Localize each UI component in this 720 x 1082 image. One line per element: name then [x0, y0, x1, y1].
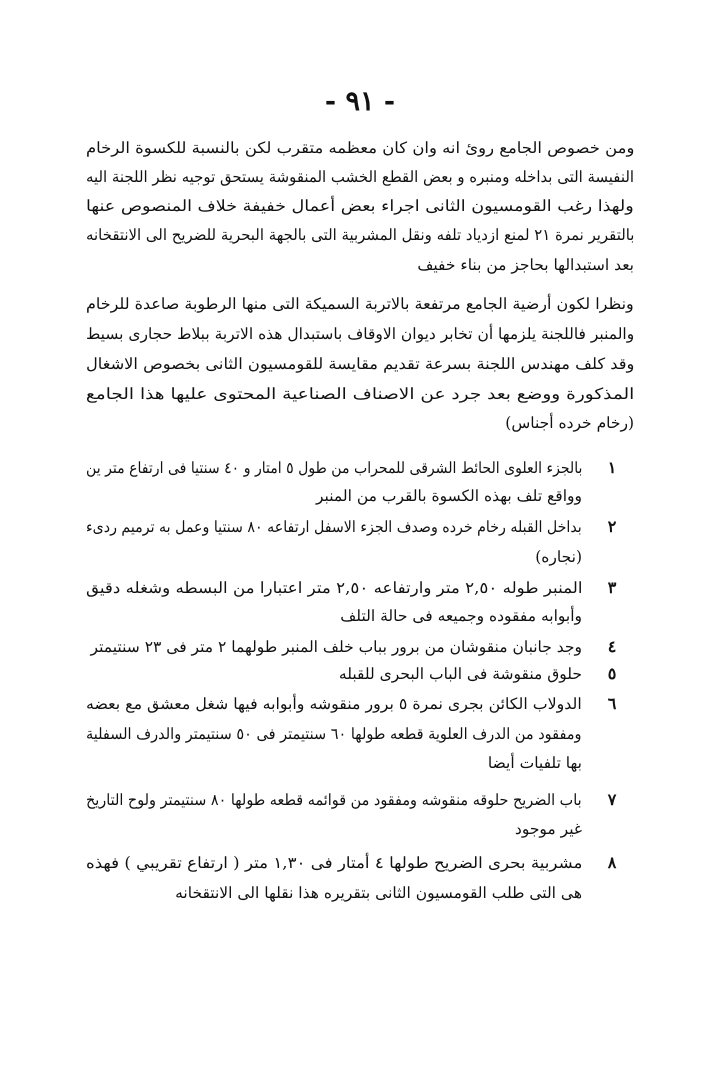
- paragraph-1-line: النفيسة التى بداخله ومنبره و بعض القطع الخشب المنقوشة يستحق توجيه نظر اللجنة اليه: [85, 168, 634, 186]
- item-3-line: وأبوابه مفقوده وجميعه فى حالة التلف: [340, 607, 582, 625]
- item-6-number: ٦: [607, 694, 617, 713]
- item-7-number: ٧: [607, 790, 617, 809]
- item-8-line: هى التى طلب القومسيون الثانى بتقريره هذا نقلها الى الانتقخانه: [175, 884, 582, 902]
- item-2-line: بداخل القبله رخام خرده وصدف الجزء الاسفل ارتفاعه ٨٠ سنتيا وعمل به ترميم ردىء: [86, 518, 582, 536]
- page-number: - ٩١ -: [324, 86, 396, 117]
- item-5-line: حلوق منقوشة فى الباب البحرى للقبله: [338, 665, 582, 683]
- item-4-line: وجد جانبان منقوشان من برور بباب خلف المنبر طولهما ٢ متر فى ٢٣ سنتيمتر: [90, 638, 582, 656]
- item-7-line: غير موجود: [514, 820, 582, 838]
- item-1-line: بالجزء العلوى الحائط الشرقى للمحراب من طول ٥ امتار و ٤٠ سنتيا فى ارتفاع متر ين: [85, 459, 582, 477]
- item-3-number: ٣: [607, 578, 617, 597]
- item-4-number: ٤: [607, 637, 617, 656]
- item-8-line: مشربية بحرى الضريح طولها ٤ أمتار فى ١,٣٠ متر ( ارتفاع تقريبي ) فهذه: [85, 854, 582, 872]
- paragraph-1-line: ومن خصوص الجامع روئ انه وان كان معظمه متقرب لكن بالنسبة للكسوة الرخام: [85, 139, 634, 157]
- paragraph-2-line: المذكورة ووضع بعد جرد عن الاصناف الصناعية المحتوى عليها هذا الجامع: [85, 385, 634, 403]
- item-6-line: ومفقود من الدرف العلوية قطعه طولها ٦٠ سنتيمتر فى ٥٠ سنتيمتر والدرف السفلية: [86, 725, 582, 743]
- item-7-line: باب الضريح حلوقه منقوشه ومفقود من قوائمه قطعه طولها ٨٠ سنتيمتر ولوح التاريخ: [86, 791, 582, 809]
- item-2-line: (نجاره): [535, 548, 582, 566]
- item-2-number: ٢: [607, 517, 617, 536]
- item-5-number: ٥: [607, 664, 617, 683]
- item-1-line: وواقع تلف بهذه الكسوة بالقرب من المنبر: [316, 487, 582, 505]
- paragraph-2-line: ونظرا لكون أرضية الجامع مرتفعة بالاتربة السميكة التى منها الرطوبة صاعدة للرخام: [86, 295, 634, 313]
- paragraph-2-line: (رخام خرده أجناس): [505, 414, 634, 432]
- item-6-line: الدولاب الكائن بجرى نمرة ٥ برور منقوشه وأبوابه فيها شغل معشق مع بعضه: [86, 695, 582, 713]
- paragraph-1-line: ولهذا رغب القومسيون الثانى اجراء بعض أعمال خفيفة خلاف المنصوص عنها: [86, 197, 634, 215]
- item-1-number: ١: [607, 458, 617, 477]
- item-3-line: المنبر طوله ٢,٥٠ متر وارتفاعه ٢,٥٠ متر اعتبارا من البسطه وشغله دقيق: [85, 579, 582, 597]
- paragraph-2-line: والمنبر فاللجنة يلزمها أن تخابر ديوان الاوقاف باستبدال هذه الاتربة ببلاط حجارى بسيط: [85, 325, 634, 343]
- item-6-line: بها تلفيات أيضا: [487, 754, 582, 772]
- paragraph-2-line: وقد كلف مهندس اللجنة بسرعة تقديم مقايسة للقومسيون الثانى بخصوص الاشغال: [85, 355, 634, 373]
- item-8-number: ٨: [607, 853, 617, 872]
- paragraph-1-line: بعد استبدالها بحاجز من بناء خفيف: [417, 256, 634, 274]
- paragraph-1-line: بالتقرير نمرة ٢١ لمنع ازدياد تلفه ونقل المشربية التى بالجهة البحرية للضريح الى الانتقخانه: [85, 226, 634, 244]
